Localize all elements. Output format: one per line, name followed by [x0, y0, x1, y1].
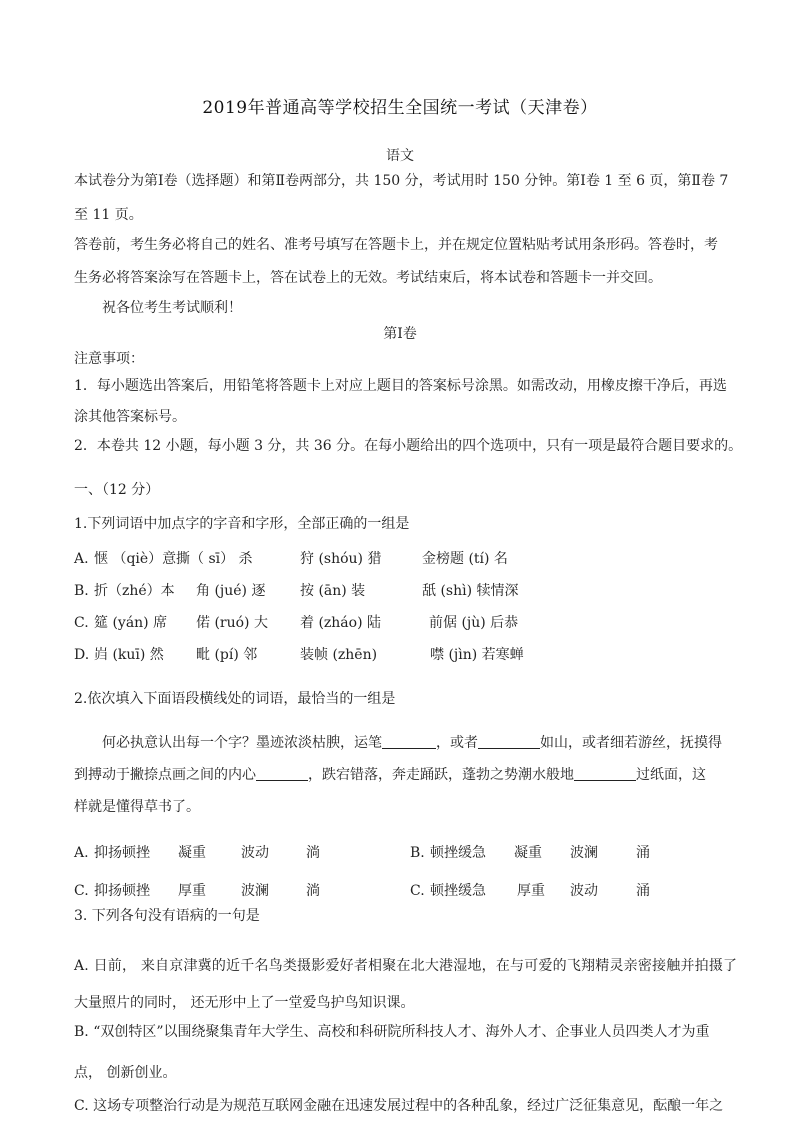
- intro-line-3: 答卷前，考生务必将自己的姓名、准考号填写在答题卡上，并在规定位置粘贴考试用条形码。答卷时，考: [74, 237, 718, 253]
- volume-title: 第Ⅰ卷: [383, 326, 417, 342]
- question-3-option-a: A. 日前， 来自京津冀的近千名鸟类摄影爱好者相聚在北大港湿地，在与可爱的飞翔精灵亲密接触并拍摄了: [74, 958, 738, 974]
- option-word-4: 前倨 (jù) 后恭: [429, 615, 519, 631]
- question-1-stem: 1.下列词语中加点字的字音和字形，全部正确的一组是: [74, 516, 410, 532]
- option-word-3: 狩 (shóu) 猎: [300, 551, 382, 567]
- option-word-1: 惬 （qiè）意: [94, 551, 177, 567]
- question-3-option-b-cont: 点， 创新创业。: [74, 1065, 177, 1081]
- option-word-2: 凝重: [514, 845, 542, 861]
- option-label: B.: [74, 583, 89, 599]
- question-2-passage-line-3: 样就是懂得草书了。: [74, 799, 200, 815]
- passage-text: 到搏动于撇捺点画之间的内心: [74, 767, 256, 783]
- option-word-3: 波澜: [241, 883, 269, 899]
- option-word-1: 顿挫缓急: [430, 845, 486, 861]
- intro-line-2: 至 11 页。: [74, 207, 143, 223]
- option-word-3: 按 (ān) 装: [300, 583, 366, 599]
- question-3-option-a-cont: 大量照片的同时， 还无形中上了一堂爱鸟护鸟知识课。: [74, 995, 415, 1011]
- option-word-1: 岿 (kuī) 然: [94, 647, 164, 663]
- intro-line-4: 生务必将答案涂写在答题卡上，答在试卷上的无效。考试结束后，将本试卷和答题卡一并交回。: [74, 270, 662, 286]
- option-label: C.: [410, 883, 425, 899]
- question-2-passage-line-2: [74, 765, 734, 785]
- question-3-option-b: B. “双创特区”以围绕聚集青年大学生、高校和科研院所科技人才、海外人才、企事业人员四类人才为重: [74, 1024, 710, 1040]
- option-word-1: 顿挫缓急: [430, 883, 486, 899]
- option-word-1: 折（zhé）本: [94, 583, 175, 599]
- option-word-2: 撕（ sī） 杀: [176, 551, 253, 567]
- question-3-option-c: C. 这场专项整治行动是为规范互联网金融在迅速发展过程中的各种乱象，经过广泛征集意见，酝酿一年之: [74, 1098, 724, 1114]
- answer-blank-4: [574, 766, 636, 781]
- option-word-4: 噤 (jìn) 若寒蝉: [430, 647, 524, 663]
- passage-text: 如山，或者细若游丝，抚摸得: [540, 735, 722, 751]
- option-label: C.: [74, 615, 89, 631]
- passage-text: ，或者: [436, 735, 478, 751]
- option-word-2: 厚重: [178, 883, 206, 899]
- option-word-2: 毗 (pí) 邻: [196, 647, 258, 663]
- notice-item-1-cont: 涂其他答案标号。: [74, 409, 186, 425]
- option-word-4: 淌: [306, 845, 320, 861]
- option-word-4: 舐 (shì) 犊情深: [422, 583, 519, 599]
- option-word-3: 着 (zháo) 陆: [300, 615, 381, 631]
- option-word-4: 涌: [636, 883, 650, 899]
- option-word-3: 波澜: [570, 845, 598, 861]
- question-3-stem: 3. 下列各句没有语病的一句是: [74, 908, 260, 924]
- option-word-1: 抑扬顿挫: [94, 845, 150, 861]
- option-label: A.: [74, 551, 89, 567]
- passage-text: 过纸面，这: [636, 767, 706, 783]
- option-word-2: 角 (jué) 逐: [196, 583, 266, 599]
- question-2-stem: 2.依次填入下面语段横线处的词语，最恰当的一组是: [74, 691, 396, 707]
- option-word-4: 金榜题 (tí) 名: [422, 551, 508, 567]
- option-label: B.: [410, 845, 425, 861]
- option-word-1: 筵 (yán) 席: [94, 615, 168, 631]
- notice-heading: 注意事项：: [74, 351, 144, 367]
- answer-blank-2: [478, 734, 540, 749]
- passage-text: 何必执意认出每一个字？墨迹浓淡枯腴，运笔: [102, 735, 382, 751]
- option-word-1: 抑扬顿挫: [94, 883, 150, 899]
- intro-wish: 祝各位考生考试顺利！: [102, 300, 242, 316]
- option-word-3: 波动: [241, 845, 269, 861]
- intro-line-1: 本试卷分为第Ⅰ卷（选择题）和第Ⅱ卷两部分，共 150 分，考试用时 150 分钟。第Ⅰ卷 1 至 6 页，第Ⅱ卷 7: [74, 173, 729, 189]
- option-word-4: 涌: [636, 845, 650, 861]
- option-label: D.: [74, 647, 90, 663]
- option-label: A.: [74, 845, 89, 861]
- option-word-2: 偌 (ruó) 大: [196, 615, 268, 631]
- notice-item-1: 1．每小题选出答案后，用铅笔将答题卡上对应上题目的答案标号涂黑。如需改动，用橡皮擦干净后，再选: [74, 378, 727, 394]
- answer-blank-1: [382, 734, 436, 749]
- answer-blank-3: [256, 766, 308, 781]
- option-word-4: 淌: [306, 883, 320, 899]
- option-word-2: 凝重: [178, 845, 206, 861]
- passage-text: ，跌宕错落，奔走踊跃，蓬勃之势潮水般地: [308, 767, 574, 783]
- exam-title: 2019年普通高等学校招生全国统一考试（天津卷）: [202, 98, 598, 118]
- option-word-2: 厚重: [517, 883, 545, 899]
- option-label: C.: [74, 883, 89, 899]
- section-heading: 一、（12 分）: [74, 482, 160, 498]
- option-word-3: 装帧 (zhēn): [300, 647, 378, 663]
- question-2-passage-line-1: [74, 733, 734, 753]
- subject-heading: 语文: [386, 148, 414, 164]
- option-word-3: 波动: [570, 883, 598, 899]
- notice-item-2: 2．本卷共 12 小题，每小题 3 分，共 36 分。在每小题给出的四个选项中，只有一项是最符合题目要求的。: [74, 438, 743, 454]
